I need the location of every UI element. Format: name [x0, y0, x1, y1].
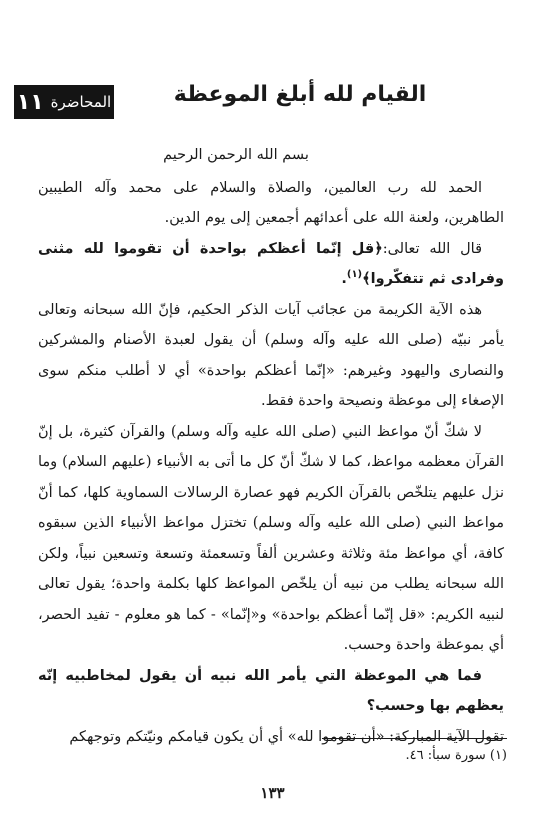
- footnote-ref: (١): [346, 269, 363, 281]
- body-text: [38, 140, 504, 752]
- paragraph-verse-meaning: هذه الآية الكريمة من عجائب آيات الذكر الحكيم، فإنّ الله سبحانه وتعالى يأمر نبيّه (صلى الله عليه وآله وسلم) أن يقول لعبدة الأصنام والمشركين والنصارى واليهود وغيرهم: «إنّما أعظكم بواحدة» أي لا أطلب منكم سوى الإصغاء إلى موعظة ونصيحة واحدة فقط.: [38, 301, 504, 409]
- bismillah: بسم الله الرحمن الرحيم: [163, 147, 309, 163]
- quran-intro: قال الله تعالى:: [382, 240, 482, 257]
- page-number: ١٣٣: [260, 784, 285, 802]
- paragraph-praise: الحمد لله رب العالمين، والصلاة والسلام على محمد وآله الطيبين الطاهرين، ولعنة الله على أعدائهم أجمعين إلى يوم الدين.: [38, 179, 504, 226]
- lecture-badge: [14, 85, 114, 119]
- page-title: القيام لله أبلغ الموعظة: [173, 82, 427, 107]
- quran-text: ﴿قل إنّما أعظكم بواحدة أن تقوموا لله مثنى وفرادى ثم تتفكّروا﴾: [38, 240, 504, 287]
- footnote-divider: [322, 738, 507, 739]
- badge-label: المحاضرة: [50, 93, 112, 111]
- paragraph-verse-says: تقول الآية المباركة: «أن تقوموا لله» أي أن يكون قيامكم ونيّتكم وتوجهكم: [69, 728, 504, 745]
- question-heading: فما هي الموعظة التي يأمر الله نبيه أن يقول لمخاطبيه إنّه يعظهم بها وحسب؟: [38, 667, 504, 714]
- badge-number: ١١: [16, 89, 44, 115]
- footnote: (١) سورة سبأ: ٤٦.: [405, 748, 507, 763]
- paragraph-prophet-sermons: لا شكّ أنّ مواعظ النبي (صلى الله عليه وآله وسلم) والقرآن كثيرة، بل إنّ القرآن معظمه مواعظ، كما لا شكّ أنّ كل ما أتى به الأنبياء (عليهم السلام) وما نزل عليهم يتلخّص بالقرآن الكريم فهو عصارة الرسالات السماوية كلها، كما أنّ مواعظ النبي (صلى الله عليه وآله وسلم) تختزل مواعظ الأنبياء الذين سبقوه كافة، أي مواعظ مئة وثلاثة وعشرين ألفاً وتسعمئة وتسعة وتسعين نبياً، ولكن الله سبحانه يطلب من نبيه أن يلخّص المواعظ كلها بكلمة واحدة؛ يقول تعالى لنبيه الكريم: «قل إنّما أعظكم بواحدة» و«إنّما» - كما هو معلوم - تفيد الحصر، أي بموعظة واحدة وحسب.: [38, 423, 504, 653]
- quran-verse: قال الله تعالى:﴿قل إنّما أعظكم بواحدة أن تقوموا لله مثنى وفرادى ثم تتفكّروا﴾$^{(١)}$.: [38, 240, 504, 287]
